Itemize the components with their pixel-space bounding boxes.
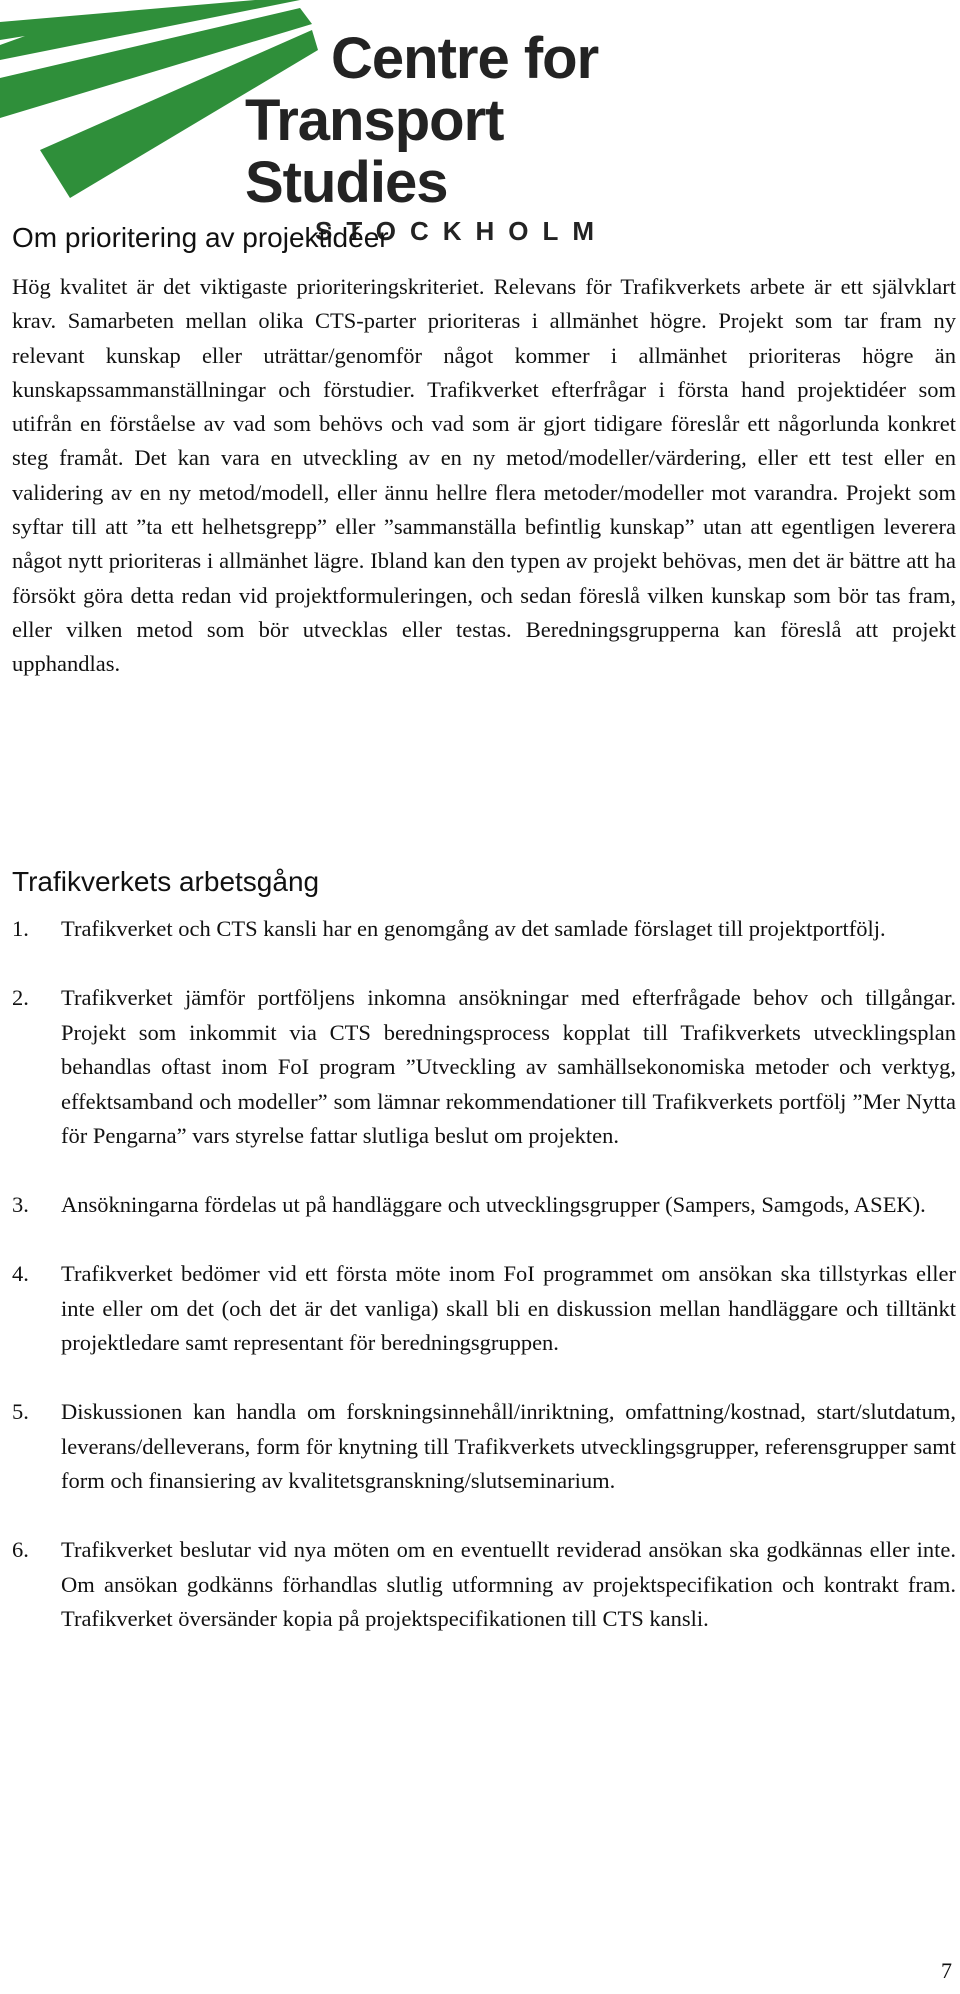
list-item-number: 6. bbox=[12, 1537, 29, 1562]
list-item-number: 3. bbox=[12, 1192, 29, 1217]
section-title-prioritering: Om prioritering av projektidéer bbox=[12, 222, 389, 253]
list-item bbox=[12, 1533, 956, 1637]
list-item-number: 1. bbox=[12, 916, 29, 941]
list-item-text: Ansökningarna fördelas ut på handläggare och utvecklingsgrupper (Sampers, Samgods, ASEK). bbox=[61, 1192, 926, 1217]
list-item-number: 2. bbox=[12, 985, 29, 1010]
list-item-text: Trafikverket och CTS kansli har en genomgång av det samlade förslaget till projektportfölj. bbox=[61, 916, 886, 941]
list-item-text: Trafikverket jämför portföljens inkomna ansökningar med efterfrågade behov och tillgångar. Projekt som inkommit via CTS beredningsprocess kopplat till Trafikverkets utvecklingsplan behandlas oftast inom FoI program ”Utveckling av samhällsekonomiska metoder och verktyg, effektsamband och modeller” som lämnar rekommendationer till Trafikverkets portfölj ”Mer Nytta för Pengarna” vars styrelse fattar slutliga beslut om projekten. bbox=[61, 985, 956, 1148]
list-item-number: 4. bbox=[12, 1261, 29, 1286]
section-body-prioritering: Hög kvalitet är det viktigaste prioriteringskriteriet. Relevans för Trafikverkets arbete är ett självklart krav. Samarbeten mellan olika CTS-parter prioriteras i allmänhet högre. Projekt som tar fram ny relevant kunskap eller uträttar/genomför något kommer i allmänhet prioriteras högre än kunskapssammanställningar och förstudier. Trafikverket efterfrågar i första hand projektidéer som utifrån en förståelse av vad som behövs och vad som är gjort tidigare föreslår ett någorlunda konkret steg framåt. Det kan vara en utveckling av en ny metod/modeller/värdering, eller ett test eller en validering av en ny metod/modell, eller ännu hellre flera metoder/modeller mot varandra. Projekt som syftar till att ”ta ett helhetsgrepp” eller ”sammanställa befintlig kunskap” utan att egentligen leverera något nytt prioriteras i allmänhet lägre. Ibland kan den typen av projekt behövas, men det är bättre att ha försökt göra detta redan vid projektformuleringen, och sedan föreslå vilken kunskap som bör tas fram, eller vilken metod som bör utvecklas eller testas. Beredningsgrupperna kan föreslå att projekt upphandlas. bbox=[12, 274, 956, 677]
list-item bbox=[12, 1257, 956, 1361]
logo-line-1: Centre for bbox=[331, 26, 599, 91]
list-item-text: Diskussionen kan handla om forskningsinnehåll/inriktning, omfattning/kostnad, start/slutdatum, leverans/delleverans, form för knytning till Trafikverkets utvecklingsgrupper, referensgrupper samt form och finansiering av kvalitetsgranskning/slutseminarium. bbox=[61, 1399, 956, 1493]
section-title-arbetsgang: Trafikverkets arbetsgång bbox=[12, 866, 320, 897]
list-item bbox=[12, 1395, 956, 1499]
logo-line-2: Transport Studies bbox=[245, 88, 504, 215]
list-item bbox=[12, 981, 956, 1154]
list-item bbox=[12, 912, 956, 947]
list-item-number: 5. bbox=[12, 1399, 29, 1424]
logo-line-3: STOCKHOLM bbox=[315, 216, 609, 246]
page-number: 7 bbox=[941, 1958, 952, 1983]
list-item-text: Trafikverket bedömer vid ett första möte inom FoI programmet om ansökan ska tillstyrkas eller inte eller om det (och det är det vanliga) skall bli en diskussion mellan handläggare och tilltänkt projektledare samt representant för beredningsgruppen. bbox=[61, 1261, 956, 1355]
logo-wordmark bbox=[245, 28, 720, 247]
list-item-text: Trafikverket beslutar vid nya möten om en eventuellt reviderad ansökan ska godkännas eller inte. Om ansökan godkänns förhandlas slutlig utformning av projektspecifikation och kontrakt fram. Trafikverket översänder kopia på projektspecifikationen till CTS kansli. bbox=[61, 1537, 956, 1631]
list-item bbox=[12, 1188, 956, 1223]
arbetsgang-list bbox=[12, 912, 956, 1671]
